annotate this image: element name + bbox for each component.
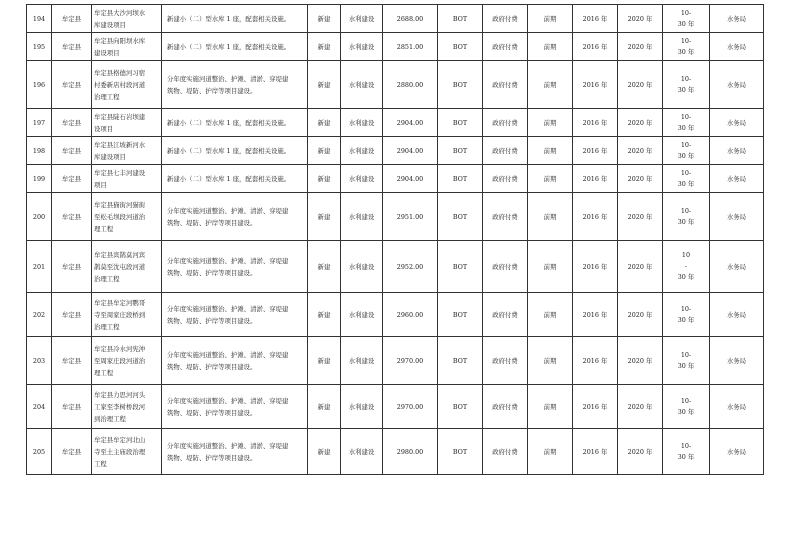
table-row xyxy=(27,293,764,337)
cooperation-period-cell-line: 30 年 xyxy=(677,179,695,188)
project-name-cell xyxy=(92,241,162,293)
table-row xyxy=(27,193,764,241)
county-cell: 牟定县 xyxy=(52,33,92,61)
cooperation-period-cell-line: 10- xyxy=(680,112,692,121)
investment-amount-cell: 2960.00 xyxy=(383,293,438,337)
project-content-cell-line: 筑物、堤防、护岸等项目建设。 xyxy=(167,362,257,371)
project-name-cell xyxy=(92,429,162,475)
end-year-cell: 2020 年 xyxy=(618,385,663,429)
project-content-cell-line: 筑物、堤防、护岸等项目建设。 xyxy=(167,453,257,462)
county-cell: 牟定县 xyxy=(52,337,92,385)
project-content-cell-line: 分年度实施河道整治、护滩、清淤、穿堤建 xyxy=(167,206,289,215)
cooperation-period-cell-line: 30 年 xyxy=(677,452,695,461)
operation-mode-cell: BOT xyxy=(438,109,483,137)
payment-mechanism-cell: 政府付费 xyxy=(483,5,528,33)
project-name-cell-line: 治理工程 xyxy=(94,92,120,101)
project-name-cell-line: 鹊莫至沈屯段河道 xyxy=(94,262,146,271)
operation-mode-cell: BOT xyxy=(438,337,483,385)
category-cell: 水利建设 xyxy=(341,429,383,475)
end-year-cell: 2020 年 xyxy=(618,109,663,137)
project-content-cell xyxy=(162,165,308,193)
responsible-department-cell: 水务局 xyxy=(710,241,764,293)
table-row xyxy=(27,429,764,475)
project-name-cell-line: 村委新店村段河道 xyxy=(94,80,146,89)
row-number: 197 xyxy=(27,109,52,137)
payment-mechanism-cell: 政府付费 xyxy=(483,429,528,475)
county-cell: 牟定县 xyxy=(52,109,92,137)
construction-type-cell: 新建 xyxy=(308,165,341,193)
project-name-cell-line: 牟定县猫街河猫街 xyxy=(94,200,146,209)
category-cell: 水利建设 xyxy=(341,5,383,33)
construction-type-cell: 新建 xyxy=(308,109,341,137)
payment-mechanism-cell: 政府付费 xyxy=(483,109,528,137)
project-name-cell xyxy=(92,109,162,137)
project-name-cell xyxy=(92,61,162,109)
responsible-department-cell: 水务局 xyxy=(710,61,764,109)
project-name-cell-line: 理工程 xyxy=(94,368,114,377)
start-year-cell: 2016 年 xyxy=(573,5,618,33)
project-stage-cell: 前期 xyxy=(528,193,573,241)
payment-mechanism-cell: 政府付费 xyxy=(483,241,528,293)
project-content-cell xyxy=(162,385,308,429)
responsible-department-cell: 水务局 xyxy=(710,193,764,241)
cooperation-period-cell xyxy=(663,5,710,33)
investment-amount-cell: 2952.00 xyxy=(383,241,438,293)
operation-mode-cell: BOT xyxy=(438,5,483,33)
cooperation-period-cell-line: 10- xyxy=(680,74,692,83)
end-year-cell: 2020 年 xyxy=(618,33,663,61)
project-name-cell-line: 建设项目 xyxy=(94,48,120,57)
project-name-cell-line: 库建设项目 xyxy=(94,152,126,161)
row-number: 204 xyxy=(27,385,52,429)
project-stage-cell: 前期 xyxy=(528,385,573,429)
project-name-cell-line: 寺至周家庄段桥到 xyxy=(94,310,146,319)
cooperation-period-cell xyxy=(663,109,710,137)
payment-mechanism-cell: 政府付费 xyxy=(483,33,528,61)
operation-mode-cell: BOT xyxy=(438,241,483,293)
project-stage-cell: 前期 xyxy=(528,337,573,385)
cooperation-period-cell xyxy=(663,337,710,385)
end-year-cell: 2020 年 xyxy=(618,5,663,33)
county-cell: 牟定县 xyxy=(52,165,92,193)
start-year-cell: 2016 年 xyxy=(573,385,618,429)
cooperation-period-cell-line: 10- xyxy=(680,441,692,450)
project-content-cell-line: 分年度实施河道整治、护滩、清淤、穿堤建 xyxy=(167,74,289,83)
category-cell: 水利建设 xyxy=(341,293,383,337)
cooperation-period-cell-line: 10- xyxy=(680,304,692,313)
project-name-cell xyxy=(92,137,162,165)
cooperation-period-cell-line: 30 年 xyxy=(677,217,695,226)
project-name-cell-line: 牟定县力思河河头 xyxy=(94,390,146,399)
cooperation-period-cell-line: 30 年 xyxy=(677,315,695,324)
category-cell: 水利建设 xyxy=(341,109,383,137)
project-name-cell-line: 牟定县格德河习宿 xyxy=(94,68,146,77)
project-name-cell-line: 牟定县陡石岩坝建 xyxy=(94,112,146,121)
construction-type-cell: 新建 xyxy=(308,385,341,429)
project-name-cell-line: 项目 xyxy=(94,180,107,189)
project-content-cell-line: 分年度实施河道整治、护滩、清淤、穿堤建 xyxy=(167,396,289,405)
project-name-cell-line: 至周家庄段河道治 xyxy=(94,356,146,365)
project-name-cell-line: 牟定县江坡新河水 xyxy=(94,140,146,149)
project-name-cell xyxy=(92,33,162,61)
cooperation-period-cell xyxy=(663,429,710,475)
construction-type-cell: 新建 xyxy=(308,429,341,475)
project-name-cell-line: 牟定县牟定河鹦哥 xyxy=(94,298,146,307)
project-name-cell-line: 牟定县牟定河北山 xyxy=(94,435,146,444)
project-content-cell xyxy=(162,61,308,109)
row-number: 202 xyxy=(27,293,52,337)
end-year-cell: 2020 年 xyxy=(618,337,663,385)
cooperation-period-cell xyxy=(663,293,710,337)
category-cell: 水利建设 xyxy=(341,241,383,293)
project-content-cell xyxy=(162,429,308,475)
county-cell: 牟定县 xyxy=(52,385,92,429)
project-name-cell-line: 库建设项目 xyxy=(94,20,126,29)
project-name-cell xyxy=(92,5,162,33)
cooperation-period-cell-line: 30 年 xyxy=(677,361,695,370)
table-row xyxy=(27,137,764,165)
cooperation-period-cell-line: 30 年 xyxy=(677,273,695,281)
responsible-department-cell: 水务局 xyxy=(710,33,764,61)
payment-mechanism-cell: 政府付费 xyxy=(483,293,528,337)
investment-amount-cell: 2880.00 xyxy=(383,61,438,109)
category-cell: 水利建设 xyxy=(341,337,383,385)
construction-type-cell: 新建 xyxy=(308,137,341,165)
investment-amount-cell: 2904.00 xyxy=(383,165,438,193)
cooperation-period-cell-line: 30 年 xyxy=(677,47,695,56)
payment-mechanism-cell: 政府付费 xyxy=(483,193,528,241)
project-content-cell-line: 新建小（二）型水库 1 座，配套相关设施。 xyxy=(167,118,291,127)
cooperation-period-cell-line: 30 年 xyxy=(677,151,695,160)
project-name-cell-line: 至松毛坝段河道治 xyxy=(94,212,146,221)
project-name-cell-line: 工家至李树桥段河 xyxy=(94,402,146,411)
category-cell: 水利建设 xyxy=(341,33,383,61)
project-stage-cell: 前期 xyxy=(528,33,573,61)
project-name-cell xyxy=(92,165,162,193)
row-number: 203 xyxy=(27,337,52,385)
project-name-cell xyxy=(92,337,162,385)
end-year-cell: 2020 年 xyxy=(618,61,663,109)
project-table xyxy=(26,4,764,475)
table-row xyxy=(27,61,764,109)
operation-mode-cell: BOT xyxy=(438,429,483,475)
cooperation-period-cell-line: 10- xyxy=(680,140,692,149)
cooperation-period-cell-line: - xyxy=(684,262,688,270)
end-year-cell: 2020 年 xyxy=(618,429,663,475)
payment-mechanism-cell: 政府付费 xyxy=(483,165,528,193)
cooperation-period-cell-line: 10- xyxy=(680,168,692,177)
project-name-cell-line: 治理工程 xyxy=(94,322,120,331)
responsible-department-cell: 水务局 xyxy=(710,165,764,193)
cooperation-period-cell-line: 10 xyxy=(681,251,691,259)
project-content-cell-line: 筑物、堤防、护岸等项目建设。 xyxy=(167,218,257,227)
project-content-cell-line: 筑物、堤防、护岸等项目建设。 xyxy=(167,316,257,325)
project-name-cell-line: 牟定县大沙河坝水 xyxy=(94,8,146,17)
cooperation-period-cell-line: 30 年 xyxy=(677,85,695,94)
investment-amount-cell: 2970.00 xyxy=(383,337,438,385)
row-number: 200 xyxy=(27,193,52,241)
project-name-cell-line: 牟定县七丰河建设 xyxy=(94,168,146,177)
row-number: 201 xyxy=(27,241,52,293)
cooperation-period-cell-line: 10- xyxy=(680,396,692,405)
row-number: 195 xyxy=(27,33,52,61)
county-cell: 牟定县 xyxy=(52,61,92,109)
project-content-cell-line: 分年度实施河道整治、护滩、清淤、穿堤建 xyxy=(167,441,289,450)
county-cell: 牟定县 xyxy=(52,5,92,33)
project-content-cell-line: 新建小（二）型水库 1 座，配套相关设施。 xyxy=(167,14,291,23)
project-content-cell xyxy=(162,337,308,385)
category-cell: 水利建设 xyxy=(341,385,383,429)
construction-type-cell: 新建 xyxy=(308,5,341,33)
project-name-cell xyxy=(92,293,162,337)
responsible-department-cell: 水务局 xyxy=(710,137,764,165)
payment-mechanism-cell: 政府付费 xyxy=(483,137,528,165)
cooperation-period-cell xyxy=(663,61,710,109)
project-name-cell-line: 理工程 xyxy=(94,224,114,233)
cooperation-period-cell xyxy=(663,165,710,193)
start-year-cell: 2016 年 xyxy=(573,165,618,193)
payment-mechanism-cell: 政府付费 xyxy=(483,385,528,429)
cooperation-period-cell-line: 10- xyxy=(680,8,692,17)
construction-type-cell: 新建 xyxy=(308,193,341,241)
project-content-cell xyxy=(162,109,308,137)
table-row xyxy=(27,241,764,293)
construction-type-cell: 新建 xyxy=(308,241,341,293)
cooperation-period-cell xyxy=(663,33,710,61)
project-content-cell-line: 新建小（二）型水库 1 座，配套相关设施。 xyxy=(167,174,291,183)
end-year-cell: 2020 年 xyxy=(618,193,663,241)
end-year-cell: 2020 年 xyxy=(618,165,663,193)
category-cell: 水利建设 xyxy=(341,61,383,109)
start-year-cell: 2016 年 xyxy=(573,109,618,137)
project-table-sheet xyxy=(26,4,763,475)
responsible-department-cell: 水务局 xyxy=(710,293,764,337)
payment-mechanism-cell: 政府付费 xyxy=(483,61,528,109)
cooperation-period-cell-line: 10- xyxy=(680,350,692,359)
operation-mode-cell: BOT xyxy=(438,385,483,429)
table-row xyxy=(27,337,764,385)
start-year-cell: 2016 年 xyxy=(573,293,618,337)
row-number: 196 xyxy=(27,61,52,109)
project-stage-cell: 前期 xyxy=(528,241,573,293)
responsible-department-cell: 水务局 xyxy=(710,429,764,475)
construction-type-cell: 新建 xyxy=(308,33,341,61)
project-stage-cell: 前期 xyxy=(528,137,573,165)
responsible-department-cell: 水务局 xyxy=(710,337,764,385)
project-content-cell-line: 新建小（二）型水库 1 座，配套相关设施。 xyxy=(167,42,291,51)
start-year-cell: 2016 年 xyxy=(573,193,618,241)
project-content-cell-line: 分年度实施河道整治、护滩、清淤、穿堤建 xyxy=(167,350,289,359)
cooperation-period-cell xyxy=(663,193,710,241)
project-stage-cell: 前期 xyxy=(528,5,573,33)
project-content-cell-line: 筑物、堤防、护岸等项目建设。 xyxy=(167,86,257,95)
row-number: 205 xyxy=(27,429,52,475)
start-year-cell: 2016 年 xyxy=(573,33,618,61)
row-number: 194 xyxy=(27,5,52,33)
start-year-cell: 2016 年 xyxy=(573,241,618,293)
county-cell: 牟定县 xyxy=(52,293,92,337)
cooperation-period-cell-line: 30 年 xyxy=(677,407,695,416)
category-cell: 水利建设 xyxy=(341,137,383,165)
project-name-cell-line: 治理工程 xyxy=(94,274,120,283)
cooperation-period-cell xyxy=(663,241,710,293)
project-content-cell xyxy=(162,5,308,33)
construction-type-cell: 新建 xyxy=(308,293,341,337)
project-content-cell xyxy=(162,137,308,165)
project-content-cell-line: 筑物、堤防、护岸等项目建设。 xyxy=(167,268,257,277)
project-name-cell-line: 牟定县向阳坝水库 xyxy=(94,36,146,45)
project-content-cell xyxy=(162,193,308,241)
responsible-department-cell: 水务局 xyxy=(710,385,764,429)
project-content-cell xyxy=(162,241,308,293)
operation-mode-cell: BOT xyxy=(438,293,483,337)
project-name-cell-line: 牟定县冷水河宪沖 xyxy=(94,344,146,353)
investment-amount-cell: 2951.00 xyxy=(383,193,438,241)
investment-amount-cell: 2970.00 xyxy=(383,385,438,429)
project-content-cell-line: 筑物、堤防、护岸等项目建设。 xyxy=(167,408,257,417)
end-year-cell: 2020 年 xyxy=(618,293,663,337)
county-cell: 牟定县 xyxy=(52,193,92,241)
project-stage-cell: 前期 xyxy=(528,293,573,337)
end-year-cell: 2020 年 xyxy=(618,137,663,165)
end-year-cell: 2020 年 xyxy=(618,241,663,293)
start-year-cell: 2016 年 xyxy=(573,429,618,475)
project-name-cell xyxy=(92,193,162,241)
investment-amount-cell: 2851.00 xyxy=(383,33,438,61)
cooperation-period-cell-line: 10- xyxy=(680,206,692,215)
operation-mode-cell: BOT xyxy=(438,33,483,61)
county-cell: 牟定县 xyxy=(52,241,92,293)
category-cell: 水利建设 xyxy=(341,165,383,193)
investment-amount-cell: 2904.00 xyxy=(383,109,438,137)
project-name-cell-line: 到治理工程 xyxy=(94,414,126,423)
table-row xyxy=(27,109,764,137)
project-stage-cell: 前期 xyxy=(528,109,573,137)
project-rows xyxy=(27,5,764,475)
table-row xyxy=(27,385,764,429)
project-content-cell-line: 分年度实施河道整治、护滩、清淤、穿堤建 xyxy=(167,256,289,265)
table-row xyxy=(27,33,764,61)
start-year-cell: 2016 年 xyxy=(573,137,618,165)
start-year-cell: 2016 年 xyxy=(573,61,618,109)
project-name-cell-line: 寺至土主庙段治理 xyxy=(94,447,146,456)
project-name-cell-line: 工程 xyxy=(94,459,107,468)
project-stage-cell: 前期 xyxy=(528,429,573,475)
cooperation-period-cell-line: 30 年 xyxy=(677,123,695,132)
construction-type-cell: 新建 xyxy=(308,337,341,385)
cooperation-period-cell-line: 30 年 xyxy=(677,19,695,28)
cooperation-period-cell xyxy=(663,137,710,165)
project-stage-cell: 前期 xyxy=(528,165,573,193)
table-row xyxy=(27,165,764,193)
county-cell: 牟定县 xyxy=(52,137,92,165)
cooperation-period-cell xyxy=(663,385,710,429)
table-row xyxy=(27,5,764,33)
project-stage-cell: 前期 xyxy=(528,61,573,109)
project-content-cell-line: 分年度实施河道整治、护滩、清淤、穿堤建 xyxy=(167,304,289,313)
investment-amount-cell: 2980.00 xyxy=(383,429,438,475)
category-cell: 水利建设 xyxy=(341,193,383,241)
responsible-department-cell: 水务局 xyxy=(710,5,764,33)
project-name-cell xyxy=(92,385,162,429)
project-name-cell-line: 牟定县宾鹊莫河宾 xyxy=(94,250,146,259)
project-name-cell-line: 设项目 xyxy=(94,124,114,133)
operation-mode-cell: BOT xyxy=(438,61,483,109)
construction-type-cell: 新建 xyxy=(308,61,341,109)
responsible-department-cell: 水务局 xyxy=(710,109,764,137)
cooperation-period-cell-line: 10- xyxy=(680,36,692,45)
project-content-cell-line: 新建小（二）型水库 1 座，配套相关设施。 xyxy=(167,146,291,155)
operation-mode-cell: BOT xyxy=(438,193,483,241)
start-year-cell: 2016 年 xyxy=(573,337,618,385)
investment-amount-cell: 2688.00 xyxy=(383,5,438,33)
operation-mode-cell: BOT xyxy=(438,165,483,193)
county-cell: 牟定县 xyxy=(52,429,92,475)
operation-mode-cell: BOT xyxy=(438,137,483,165)
project-content-cell xyxy=(162,293,308,337)
row-number: 198 xyxy=(27,137,52,165)
payment-mechanism-cell: 政府付费 xyxy=(483,337,528,385)
investment-amount-cell: 2904.00 xyxy=(383,137,438,165)
row-number: 199 xyxy=(27,165,52,193)
project-content-cell xyxy=(162,33,308,61)
